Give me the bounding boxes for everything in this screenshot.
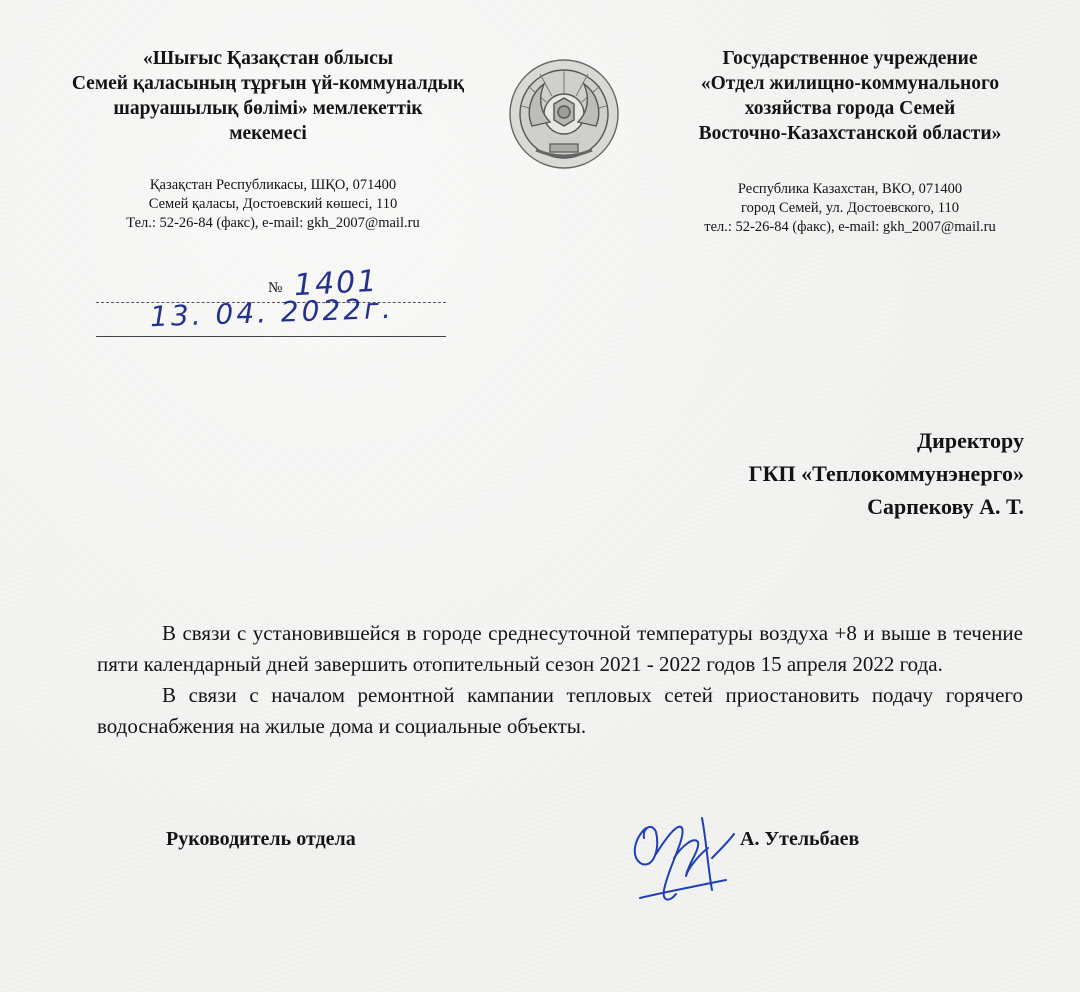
address-left-line: Семей қаласы, Достоевский көшесі, 110 (148, 196, 398, 212)
header-left-line: мекемесі (229, 123, 307, 144)
header-left-kazakh (40, 46, 496, 146)
header-right-line: Восточно-Казахстанской области» (698, 123, 1002, 144)
addressee-line: Сарпекову А. Т. (867, 494, 1024, 519)
registration-number: 1401 (293, 263, 380, 304)
address-left-kazakh (100, 176, 446, 233)
header-right-line: «Отдел жилищно-коммунального (700, 73, 1000, 94)
state-emblem-icon (504, 54, 624, 174)
registration-block (96, 263, 446, 344)
registration-number-label: № (268, 280, 283, 296)
address-right-russian (670, 180, 1030, 237)
registration-date-line (96, 336, 446, 337)
addressee-block (749, 424, 1024, 523)
signatory-name: А. Утельбаев (740, 828, 860, 850)
address-right-line: город Семей, ул. Достоевского, 110 (741, 200, 959, 216)
address-left-line: Қазақстан Республикасы, ШҚО, 071400 (149, 177, 397, 193)
registration-date: 13. 04. 2022г. (149, 291, 395, 334)
header-right-russian (660, 46, 1040, 146)
signatory-title: Руководитель отдела (166, 828, 356, 850)
header-right-line: хозяйства города Семей (744, 98, 956, 119)
address-right-line: Республика Казахстан, ВКО, 071400 (737, 181, 963, 197)
header-left-line: Семей қаласының тұрғын үй-коммуналдық (71, 73, 465, 94)
address-right-line: тел.: 52-26-84 (факс), e-mail: gkh_2007@mail.ru (704, 219, 996, 235)
header-left-line: «Шығыс Қазақстан облысы (142, 48, 394, 69)
address-left-line: Тел.: 52-26-84 (факс), e-mail: gkh_2007@mail.ru (126, 215, 420, 231)
body-paragraph: В связи с началом ремонтной кампании тепловых сетей приостановить подачу горячего водоснабжения на жилые дома и социальные объекты. (97, 683, 1023, 738)
body-paragraph: В связи с установившейся в городе среднесуточной температуры воздуха +8 и выше в течение пяти календарный дней завершить отопительный сезон 2021 - 2022 годов 15 апреля 2022 года. (97, 621, 1023, 676)
addressee-line: Директору (917, 428, 1024, 453)
addressee-line: ГКП «Теплокоммунэнерго» (748, 461, 1024, 486)
header-left-line: шаруашылық бөлімі» мемлекеттік (113, 98, 423, 119)
letter-body (97, 618, 1023, 742)
header-right-line: Государственное учреждение (722, 48, 978, 69)
handwritten-signature (616, 798, 752, 914)
